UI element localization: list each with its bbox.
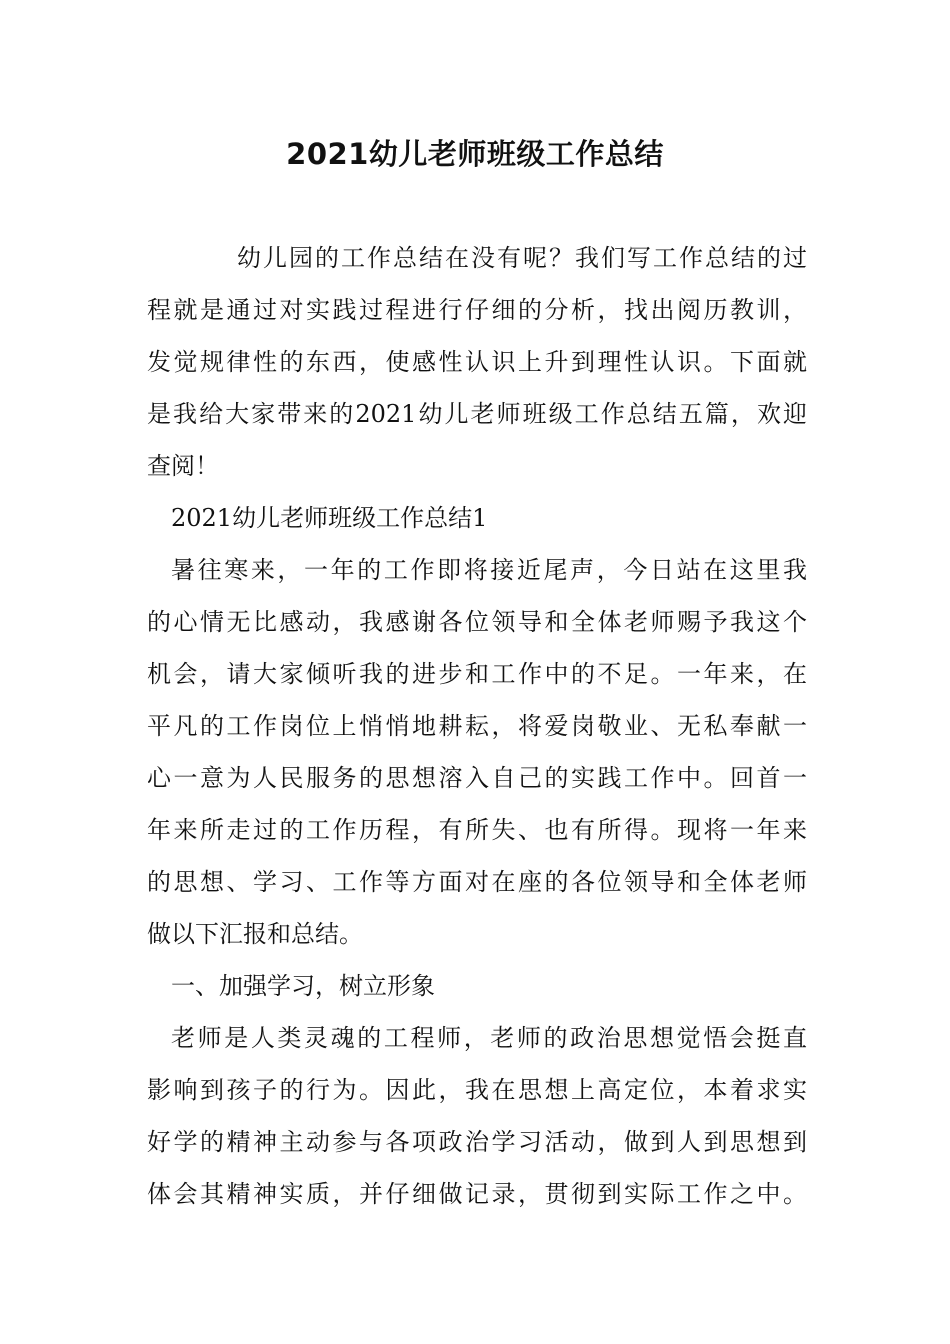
subsection-line-1: 老师是人类灵魂的工程师，老师的政治思想觉悟会挺直 xyxy=(171,1024,807,1052)
section-line-8: 做以下汇报和总结。 xyxy=(147,920,363,948)
intro-line-3: 发觉规律性的东西，使感性认识上升到理性认识。下面就 xyxy=(147,348,807,376)
document-title: 2021幼儿老师班级工作总结 xyxy=(286,137,664,171)
intro-line-2: 程就是通过对实践过程进行仔细的分析，找出阅历教训， xyxy=(147,296,807,324)
section-line-3: 机会，请大家倾听我的进步和工作中的不足。一年来，在 xyxy=(147,660,807,688)
section-line-4: 平凡的工作岗位上悄悄地耕耘，将爱岗敬业、无私奉献一 xyxy=(147,712,807,740)
section-heading: 2021幼儿老师班级工作总结1 xyxy=(171,504,488,532)
intro-line-5: 查阅！ xyxy=(147,452,219,480)
section-line-6: 年来所走过的工作历程，有所失、也有所得。现将一年来 xyxy=(147,816,807,844)
subsection-line-2: 影响到孩子的行为。因此，我在思想上高定位，本着求实 xyxy=(147,1076,807,1104)
subsection-line-3: 好学的精神主动参与各项政治学习活动，做到人到思想到 xyxy=(147,1128,807,1156)
subsection-line-4: 体会其精神实质，并仔细做记录，贯彻到实际工作之中。 xyxy=(147,1180,807,1208)
section-line-5: 心一意为人民服务的思想溶入自己的实践工作中。回首一 xyxy=(147,764,807,792)
intro-line-4: 是我给大家带来的2021幼儿老师班级工作总结五篇，欢迎 xyxy=(147,400,807,428)
section-line-2: 的心情无比感动，我感谢各位领导和全体老师赐予我这个 xyxy=(147,608,807,636)
section-line-7: 的思想、学习、工作等方面对在座的各位领导和全体老师 xyxy=(147,868,807,896)
subheading: 一、加强学习，树立形象 xyxy=(171,972,435,1000)
section-line-1: 暑往寒来，一年的工作即将接近尾声，今日站在这里我 xyxy=(171,556,807,584)
intro-line-1: 幼儿园的工作总结在没有呢？我们写工作总结的过 xyxy=(237,244,807,272)
